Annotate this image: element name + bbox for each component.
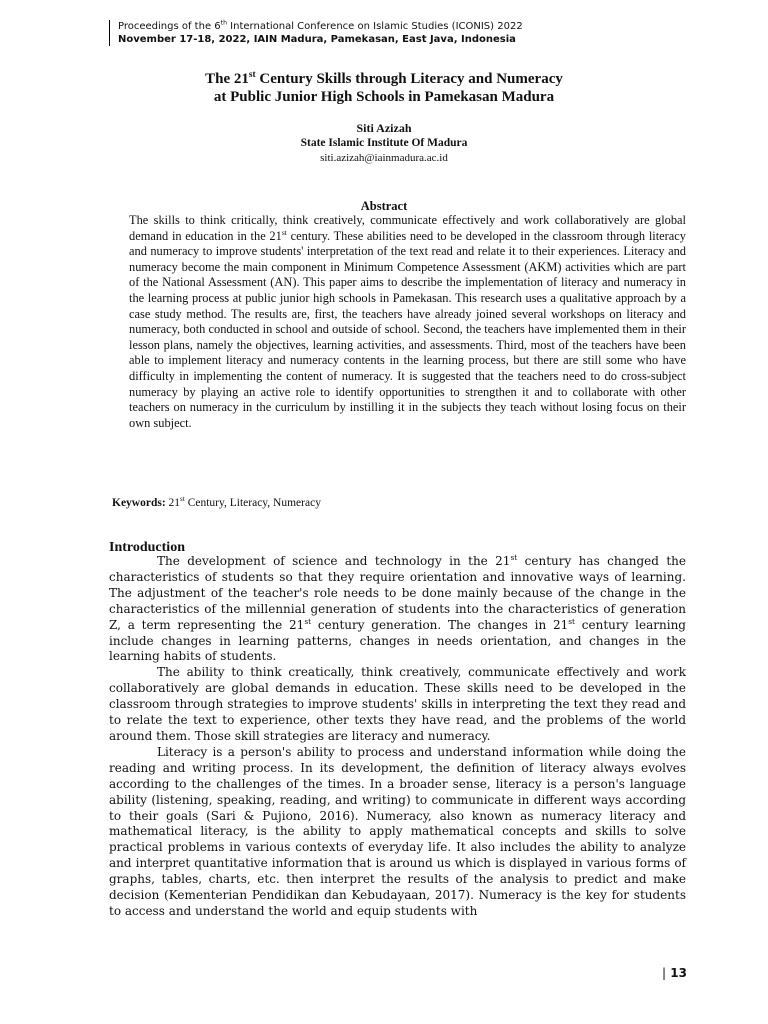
conference-date-location: November 17-18, 2022, IAIN Madura, Pamekasan, East Java, Indonesia xyxy=(118,34,516,45)
page-number: | 13 xyxy=(662,966,687,980)
keywords-label: Keywords: xyxy=(112,497,166,509)
author-name: Siti Azizah xyxy=(356,121,412,135)
paragraph: The ability to think creatically, think creatively, communicate effectively and work collaboratively are global demands in education. These skills need to be developed in the classroom through strategies to improve students' skills in interpreting the text they read and to relate the text to experience, other texts they have read, and the problems of the world around them. Those skill strategies are literacy and numeracy. xyxy=(109,665,686,743)
paragraph: The development of science and technology in the 21st century has changed the characteristics of students so that they require orientation and innovative ways of learning. The adjustment of the teacher's role needs to be done mainly because of the change in the characteristics of the millennial generation of students into the characteristics of generation Z, a term representing the 21st century generation. The changes in 21st century learning include changes in learning patterns, changes in needs orientation, and changes in the learning habits of students. xyxy=(109,553,686,664)
author-institution: State Islamic Institute Of Madura xyxy=(300,137,468,149)
author-email: siti.azizah@iainmadura.ac.id xyxy=(320,152,448,164)
abstract-heading: Abstract xyxy=(360,199,408,213)
abstract-text: The skills to think critically, think creatively, communicate effectively and work collaboratively are global demand in education in the 21st century. These abilities need to be developed in the classroom through literacy and numeracy to improve students' interpretation of the text read and relate it to their experiences. Literacy and numeracy become the main component in Minimum Competence Assessment (AKM) activities which are part of the National Assessment (AN). This paper aims to describe the implementation of literacy and numeracy in the learning process at public junior high schools in Pamekasan. This research uses a qualitative approach by a case study method. The results are, first, the teachers have already joined several workshops on literacy and numeracy, both conducted in school and outside of school. Second, the teachers have implemented them in their lesson plans, namely the objectives, learning activities, and assessments. Third, most of the teachers have been able to implement literacy and numeracy contents in the learning process, but there are still some who have difficulty in implementing the content of numeracy. It is suggested that the teachers need to do cross-subject numeracy by playing an active role to identify opportunities to strengthen it and to collaborate with other teachers on numeracy in the curriculum by instilling it in the subjects they teach without losing focus on their own subject. xyxy=(129,213,686,430)
introduction-heading: Introduction xyxy=(109,540,185,555)
paragraph: Literacy is a person's ability to process and understand information while doing the reading and writing process. In its development, the definition of literacy always evolves according to the challenges of the times. In a broader sense, literacy is a person's language ability (listening, speaking, reading, and writing) to communicate in different ways according to their goals (Sari & Pujiono, 2016). Numeracy, also known as numeracy literacy and mathematical literacy, is the ability to apply mathematical concepts and skills to solve practical problems in various contexts of everyday life. It also includes the ability to analyze and interpret quantitative information that is around us which is displayed in various forms of graphs, tables, charts, etc. then interpret the results of the analysis to predict and make decision (Kementerian Pendidikan dan Kebudayaan, 2017). Numeracy is the key for students to access and understand the world and equip students with xyxy=(109,744,686,918)
author-block xyxy=(0,121,768,166)
proceedings-header xyxy=(109,20,523,46)
introduction-body xyxy=(109,554,686,920)
keywords: Keywords: 21st Century, Literacy, Numeracy xyxy=(112,495,321,509)
paper-title: The 21st Century Skills through Literacy and Numeracy at Public Junior High Schools in Pamekasan Madura xyxy=(205,70,563,105)
conference-name: Proceedings of the 6th International Conference on Islamic Studies (ICONIS) 2022 xyxy=(118,19,523,32)
